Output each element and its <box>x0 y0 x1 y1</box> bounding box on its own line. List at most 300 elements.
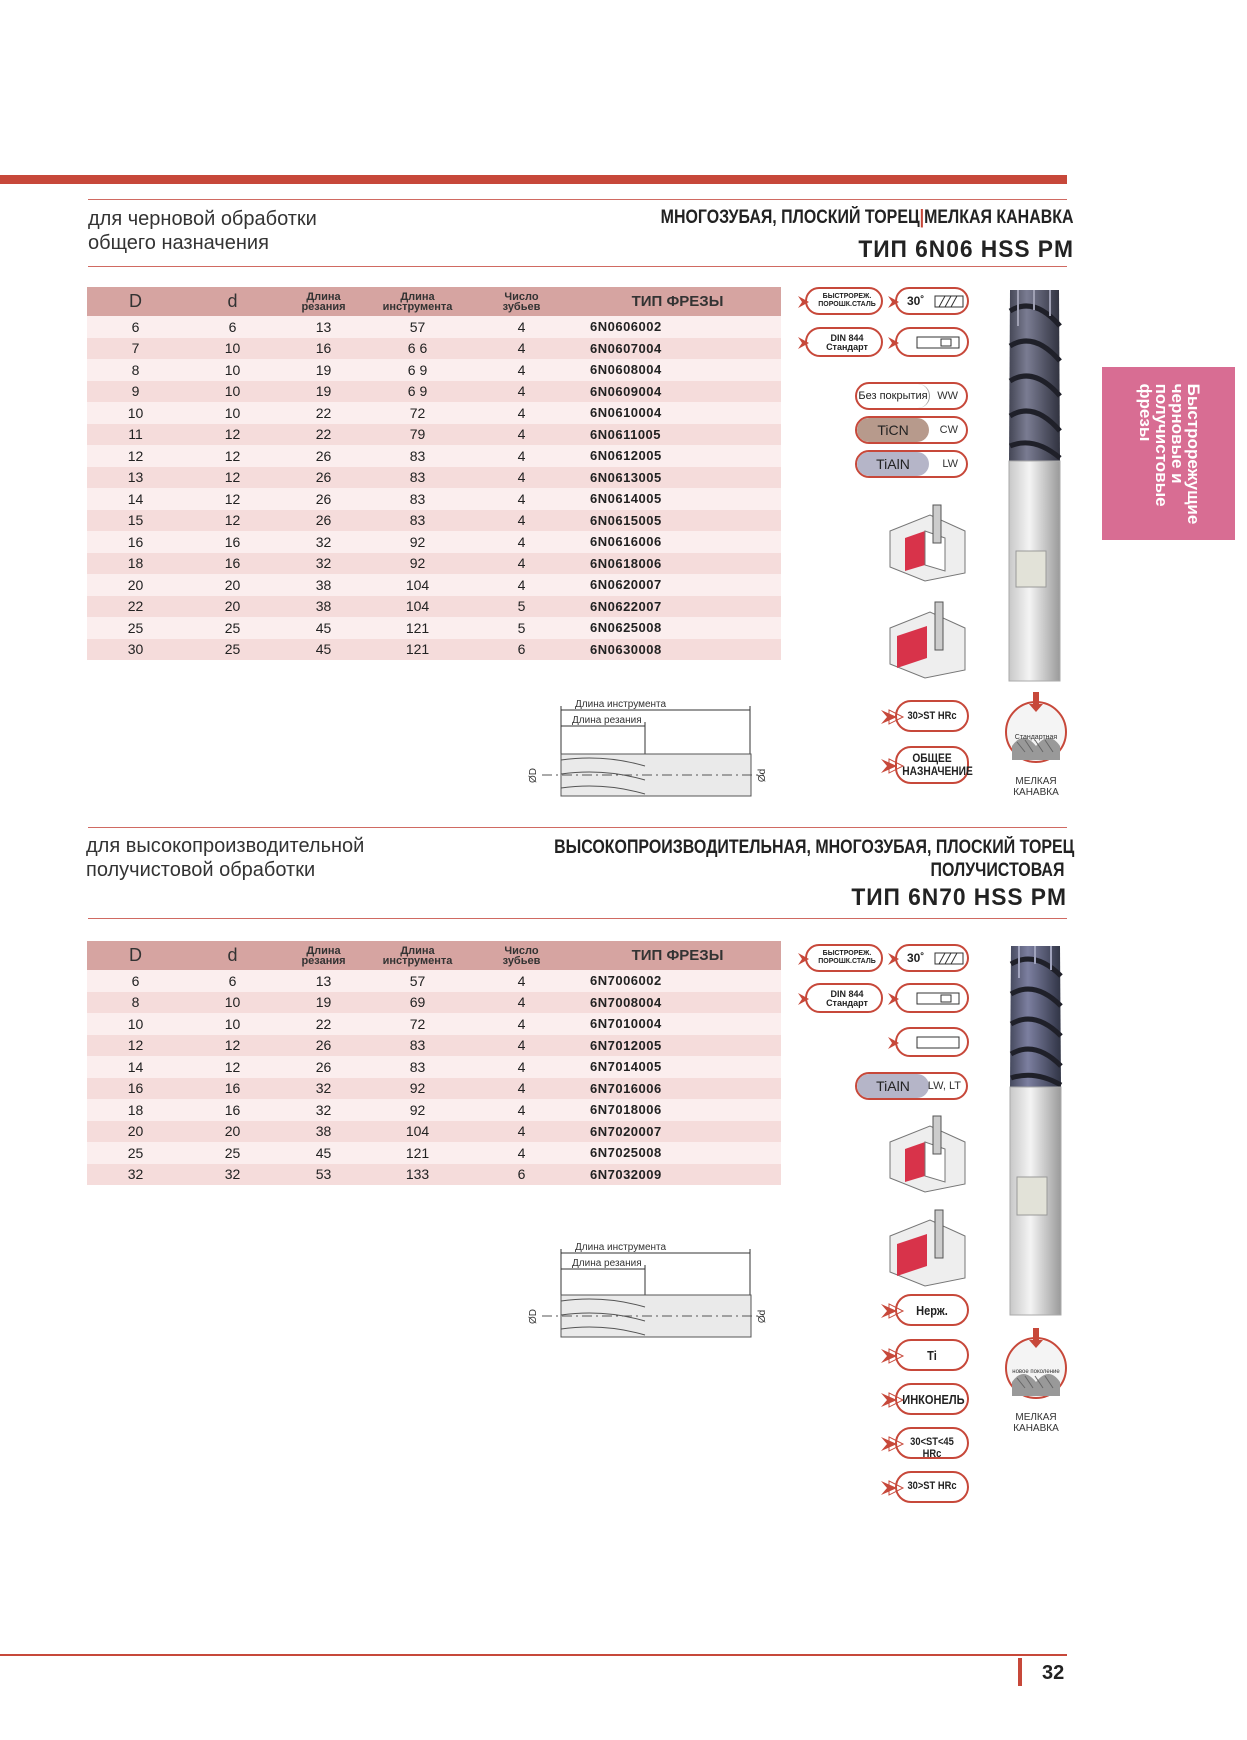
cell-D: 20 <box>87 1121 184 1143</box>
cell-teeth: 4 <box>469 553 574 575</box>
cell-cut-length: 32 <box>281 1099 366 1121</box>
badge-text: Стандарт <box>826 998 868 1008</box>
cell-cut-length: 19 <box>281 381 366 403</box>
title-separator: | <box>920 207 925 228</box>
cell-D: 22 <box>87 596 184 618</box>
cell-d: 20 <box>184 1121 281 1143</box>
table-row <box>87 639 781 661</box>
drawing-diameter-D: ØD <box>528 1309 539 1324</box>
cell-D: 6 <box>87 970 184 992</box>
col-header-tool-length: Длина инструмента <box>366 941 469 970</box>
col-header-cut-length: Длина резания <box>281 287 366 316</box>
cell-cut-length: 26 <box>281 445 366 467</box>
cell-teeth: 4 <box>469 488 574 510</box>
table-row <box>87 574 781 596</box>
side-milling-icon <box>885 1206 970 1288</box>
arrow-icon <box>887 334 905 352</box>
badge-text: ПОРОШК.СТАЛЬ <box>818 958 876 965</box>
cell-d: 10 <box>184 1013 281 1035</box>
cell-tool-length: 92 <box>366 531 469 553</box>
cell-D: 18 <box>87 553 184 575</box>
cell-cut-length: 26 <box>281 1056 366 1078</box>
material-badge <box>895 1294 969 1326</box>
material-label: Ti <box>927 1348 937 1363</box>
material-arrow-icon <box>879 706 905 728</box>
cell-cut-length: 26 <box>281 467 366 489</box>
coating-tialn <box>855 450 968 478</box>
hardness-text: 30>ST HRc <box>907 710 957 722</box>
end-mill-image <box>1005 942 1067 1322</box>
coating-code: LW, LT <box>927 1080 961 1092</box>
cell-teeth: 4 <box>469 1035 574 1057</box>
cell-cut-length: 22 <box>281 424 366 446</box>
cell-teeth: 4 <box>469 1121 574 1143</box>
cell-cut-length: 22 <box>281 402 366 424</box>
material-label: ИНКОНЕЛЬ <box>902 1392 965 1407</box>
cell-teeth: 4 <box>469 424 574 446</box>
cell-cut-length: 45 <box>281 617 366 639</box>
material-label: Нерж. <box>916 1303 948 1318</box>
top-accent-bar <box>0 175 1067 184</box>
cell-code: 6N7016006 <box>574 1078 781 1100</box>
cell-d: 20 <box>184 596 281 618</box>
table-row <box>87 1164 781 1186</box>
drawing-diameter-D: ØD <box>528 768 539 783</box>
badge-text: DIN 844 <box>830 989 864 999</box>
cell-code: 6N0610004 <box>574 402 781 424</box>
cell-cut-length: 22 <box>281 1013 366 1035</box>
cell-tool-length: 92 <box>366 1078 469 1100</box>
col-header-code: ТИП ФРЕЗЫ <box>574 941 781 970</box>
cell-cut-length: 26 <box>281 510 366 532</box>
table-row <box>87 1013 781 1035</box>
cell-D: 15 <box>87 510 184 532</box>
arrow-icon <box>797 334 815 352</box>
flute-caption: МЕЛКАЯ КАНАВКА <box>1013 776 1059 798</box>
cell-code: 6N0618006 <box>574 553 781 575</box>
cell-d: 10 <box>184 381 281 403</box>
section1-spec-table-wrap <box>87 287 781 660</box>
cell-code: 6N0608004 <box>574 359 781 381</box>
cell-cut-length: 32 <box>281 531 366 553</box>
table-row <box>87 553 781 575</box>
table-row <box>87 510 781 532</box>
bottom-accent-bar <box>0 1654 1067 1656</box>
arrow-icon <box>887 990 905 1008</box>
cell-d: 12 <box>184 424 281 446</box>
table-row <box>87 531 781 553</box>
subtitle-line: для черновой обработки <box>88 208 317 230</box>
cell-D: 18 <box>87 1099 184 1121</box>
cell-code: 6N7008004 <box>574 992 781 1014</box>
cell-tool-length: 104 <box>366 596 469 618</box>
coating-code: LW <box>942 458 958 470</box>
helix-angle-text: 30˚ <box>907 951 925 965</box>
table-row <box>87 970 781 992</box>
section1-subtitle <box>88 207 317 255</box>
dimension-drawing <box>524 1239 774 1339</box>
cell-tool-length: 104 <box>366 574 469 596</box>
cell-teeth: 4 <box>469 531 574 553</box>
cell-code: 6N7010004 <box>574 1013 781 1035</box>
divider <box>88 827 1067 828</box>
col-header-D: D <box>87 287 184 316</box>
table-row <box>87 992 781 1014</box>
cell-tool-length: 69 <box>366 992 469 1014</box>
cell-code: 6N0625008 <box>574 617 781 639</box>
table-row <box>87 1056 781 1078</box>
drawing-tool-length: Длина инструмента <box>575 699 667 710</box>
cell-teeth: 6 <box>469 639 574 661</box>
cell-D: 14 <box>87 488 184 510</box>
cell-teeth: 4 <box>469 359 574 381</box>
cell-tool-length: 83 <box>366 488 469 510</box>
cell-teeth: 4 <box>469 992 574 1014</box>
table-row <box>87 1142 781 1164</box>
section1-type-title: ТИП 6N06 HSS PM <box>858 236 1074 263</box>
cell-teeth: 4 <box>469 338 574 360</box>
material-arrow-icon <box>879 1300 905 1322</box>
cell-tool-length: 104 <box>366 1121 469 1143</box>
title-part: МЕЛКАЯ КАНАВКА <box>924 207 1074 228</box>
cell-code: 6N7025008 <box>574 1142 781 1164</box>
badge-text: БЫСТРОРЕЖ. <box>822 950 872 957</box>
cell-tool-length: 83 <box>366 1035 469 1057</box>
cell-cut-length: 38 <box>281 1121 366 1143</box>
helix-angle-badge <box>895 944 969 972</box>
cell-d: 6 <box>184 970 281 992</box>
title-part: МНОГОЗУБАЯ, ПЛОСКИЙ ТОРЕЦ <box>661 207 921 228</box>
cell-code: 6N7006002 <box>574 970 781 992</box>
cell-d: 16 <box>184 553 281 575</box>
section2-title-line1: ВЫСОКОПРОИЗВОДИТЕЛЬНАЯ, МНОГОЗУБАЯ, ПЛОСКИЙ ТОРЕЦ <box>553 837 1074 858</box>
purpose-badge <box>895 746 973 784</box>
drawing-cut-length: Длина резания <box>572 1258 642 1269</box>
table-row <box>87 488 781 510</box>
cell-teeth: 4 <box>469 402 574 424</box>
cell-teeth: 4 <box>469 467 574 489</box>
cell-d: 20 <box>184 574 281 596</box>
slot-milling-icon <box>885 503 970 583</box>
cell-teeth: 4 <box>469 574 574 596</box>
coating-name: TiAlN <box>857 452 929 476</box>
cell-cut-length: 53 <box>281 1164 366 1186</box>
cell-D: 32 <box>87 1164 184 1186</box>
cell-D: 20 <box>87 574 184 596</box>
material-badge <box>895 1383 969 1415</box>
cell-tool-length: 133 <box>366 1164 469 1186</box>
badge-text: БЫСТРОРЕЖ. <box>822 293 872 300</box>
table-row <box>87 596 781 618</box>
cell-D: 12 <box>87 1035 184 1057</box>
cell-tool-length: 6 6 <box>366 338 469 360</box>
divider <box>88 266 1067 267</box>
cell-tool-length: 79 <box>366 424 469 446</box>
cell-D: 6 <box>87 316 184 338</box>
cell-d: 32 <box>184 1164 281 1186</box>
table-row <box>87 402 781 424</box>
table-row <box>87 1121 781 1143</box>
cell-D: 30 <box>87 639 184 661</box>
cell-cut-length: 45 <box>281 639 366 661</box>
section2-title-line2: ПОЛУЧИСТОВАЯ <box>930 860 1064 881</box>
table-row <box>87 424 781 446</box>
table-row <box>87 445 781 467</box>
table-row <box>87 316 781 338</box>
material-arrow-icon <box>879 1477 905 1499</box>
cell-cut-length: 13 <box>281 970 366 992</box>
cell-D: 13 <box>87 467 184 489</box>
badge-text: DIN 844 <box>830 333 864 343</box>
cell-d: 10 <box>184 338 281 360</box>
cell-D: 8 <box>87 992 184 1014</box>
cell-tool-length: 83 <box>366 467 469 489</box>
cell-tool-length: 6 9 <box>366 359 469 381</box>
cell-D: 12 <box>87 445 184 467</box>
cell-code: 6N7018006 <box>574 1099 781 1121</box>
cell-D: 25 <box>87 617 184 639</box>
hss-pm-badge <box>805 287 883 315</box>
flute-badge-label: Стандартная <box>1014 734 1058 741</box>
cell-d: 6 <box>184 316 281 338</box>
cell-cut-length: 26 <box>281 1035 366 1057</box>
cell-teeth: 4 <box>469 1013 574 1035</box>
cell-code: 6N0609004 <box>574 381 781 403</box>
cell-code: 6N0607004 <box>574 338 781 360</box>
col-header-cut-length: Длина резания <box>281 941 366 970</box>
cell-d: 10 <box>184 992 281 1014</box>
hardness-badge <box>895 700 969 732</box>
cell-D: 16 <box>87 531 184 553</box>
col-header-tool-length: Длина инструмента <box>366 287 469 316</box>
cell-tool-length: 92 <box>366 553 469 575</box>
cell-teeth: 4 <box>469 1056 574 1078</box>
arrow-icon <box>797 990 815 1008</box>
cell-d: 16 <box>184 1078 281 1100</box>
page-number: 32 <box>1042 1662 1065 1684</box>
cell-d: 12 <box>184 488 281 510</box>
helix-tool-icon <box>935 295 965 309</box>
section2-subtitle <box>86 834 364 882</box>
subtitle-line: для высокопроизводительной <box>86 835 365 857</box>
material-badge <box>895 1339 969 1371</box>
end-mill-image <box>1004 286 1066 686</box>
table-row <box>87 467 781 489</box>
cell-code: 6N0630008 <box>574 639 781 661</box>
cell-tool-length: 57 <box>366 316 469 338</box>
coating-name: TiAlN <box>857 1074 929 1098</box>
coating-name: TiCN <box>857 418 929 442</box>
col-header-code: ТИП ФРЕЗЫ <box>574 287 781 316</box>
shank-flat-badge <box>895 327 969 357</box>
cell-code: 6N0606002 <box>574 316 781 338</box>
coating-none <box>855 382 968 410</box>
cell-teeth: 5 <box>469 617 574 639</box>
drawing-diameter-d: Ød <box>757 1309 769 1324</box>
section2-type-title: ТИП 6N70 HSS PM <box>851 884 1067 911</box>
cell-cut-length: 26 <box>281 488 366 510</box>
flute-badge-label: новое поколение <box>1012 1369 1060 1375</box>
section2-spec-table-wrap <box>87 941 781 1185</box>
cell-code: 6N0613005 <box>574 467 781 489</box>
cell-tool-length: 72 <box>366 1013 469 1035</box>
col-header-d: d <box>184 941 281 970</box>
cell-D: 10 <box>87 402 184 424</box>
divider <box>88 199 1067 200</box>
hss-pm-badge <box>805 944 883 972</box>
coating-name: Без покрытия <box>857 384 930 408</box>
din-844-badge <box>805 983 883 1013</box>
cell-d: 16 <box>184 531 281 553</box>
cell-cut-length: 32 <box>281 553 366 575</box>
cell-d: 16 <box>184 1099 281 1121</box>
table-row <box>87 1078 781 1100</box>
page-number-marker <box>1018 1658 1022 1686</box>
din-844-badge <box>805 327 883 357</box>
cell-tool-length: 72 <box>366 402 469 424</box>
cell-cut-length: 38 <box>281 574 366 596</box>
section1-title <box>661 206 1074 229</box>
cell-tool-length: 121 <box>366 639 469 661</box>
subtitle-line: общего назначения <box>88 232 269 254</box>
section2-spec-table <box>87 941 781 1185</box>
fine-flute-icon <box>1003 690 1069 772</box>
cell-d: 12 <box>184 467 281 489</box>
cell-teeth: 4 <box>469 1078 574 1100</box>
cell-cut-length: 45 <box>281 1142 366 1164</box>
cell-code: 6N0612005 <box>574 445 781 467</box>
material-badge <box>895 1471 969 1503</box>
cell-teeth: 4 <box>469 316 574 338</box>
cell-d: 12 <box>184 510 281 532</box>
cell-cut-length: 16 <box>281 338 366 360</box>
material-arrow-icon <box>879 1389 905 1411</box>
cell-teeth: 4 <box>469 445 574 467</box>
drawing-cut-length: Длина резания <box>572 715 642 726</box>
drawing-tool-length: Длина инструмента <box>575 1242 667 1253</box>
cell-D: 14 <box>87 1056 184 1078</box>
cell-tool-length: 6 9 <box>366 381 469 403</box>
cell-D: 16 <box>87 1078 184 1100</box>
plain-shank-badge <box>895 1027 969 1057</box>
arrow-icon <box>887 1034 905 1052</box>
cell-d: 12 <box>184 1035 281 1057</box>
material-label: 30<ST<45 HRc <box>910 1436 954 1460</box>
plain-shank-icon <box>917 1036 961 1050</box>
arrow-icon <box>797 950 815 968</box>
table-row <box>87 359 781 381</box>
category-side-tab <box>1102 367 1235 540</box>
badge-text: ПОРОШК.СТАЛЬ <box>818 301 876 308</box>
cell-D: 25 <box>87 1142 184 1164</box>
arrow-icon <box>887 950 905 968</box>
arrow-icon <box>887 293 905 311</box>
cell-teeth: 4 <box>469 381 574 403</box>
cell-tool-length: 83 <box>366 445 469 467</box>
col-header-teeth: Число зубьев <box>469 287 574 316</box>
cell-teeth: 4 <box>469 970 574 992</box>
drawing-diameter-d: Ød <box>757 768 769 783</box>
cell-tool-length: 83 <box>366 510 469 532</box>
badge-text: Стандарт <box>826 342 868 352</box>
cell-code: 6N0616006 <box>574 531 781 553</box>
cell-tool-length: 57 <box>366 970 469 992</box>
helix-angle-text: 30˚ <box>907 294 925 308</box>
table-row <box>87 1099 781 1121</box>
purpose-text: ОБЩЕЕ НАЗНАЧЕНИЕ <box>902 751 973 778</box>
cell-d: 25 <box>184 639 281 661</box>
material-badge <box>895 1427 969 1459</box>
cell-teeth: 4 <box>469 1142 574 1164</box>
cell-d: 10 <box>184 359 281 381</box>
coating-ticn <box>855 416 968 444</box>
cell-d: 25 <box>184 1142 281 1164</box>
coating-tialn <box>855 1072 968 1100</box>
cell-d: 12 <box>184 445 281 467</box>
col-header-teeth: Число зубьев <box>469 941 574 970</box>
table-header-row <box>87 941 781 970</box>
slot-milling-icon <box>885 1114 970 1194</box>
cell-d: 12 <box>184 1056 281 1078</box>
cell-tool-length: 92 <box>366 1099 469 1121</box>
cell-D: 11 <box>87 424 184 446</box>
cell-d: 10 <box>184 402 281 424</box>
material-label: 30>ST HRc <box>907 1480 957 1492</box>
material-arrow-icon <box>879 1345 905 1367</box>
cell-code: 6N0611005 <box>574 424 781 446</box>
col-header-d: d <box>184 287 281 316</box>
coating-code: CW <box>939 424 958 436</box>
cell-code: 6N7020007 <box>574 1121 781 1143</box>
dimension-drawing <box>524 696 774 796</box>
cell-code: 6N0614005 <box>574 488 781 510</box>
cell-teeth: 5 <box>469 596 574 618</box>
table-header-row <box>87 287 781 316</box>
cell-code: 6N7014005 <box>574 1056 781 1078</box>
table-row <box>87 381 781 403</box>
cell-code: 6N0622007 <box>574 596 781 618</box>
arrow-icon <box>797 293 815 311</box>
cell-teeth: 4 <box>469 510 574 532</box>
section1-spec-table <box>87 287 781 660</box>
table-row <box>87 338 781 360</box>
helix-tool-icon <box>935 952 965 966</box>
cell-D: 8 <box>87 359 184 381</box>
helix-angle-badge <box>895 287 969 315</box>
divider <box>88 918 1067 919</box>
cell-teeth: 6 <box>469 1164 574 1186</box>
cell-cut-length: 38 <box>281 596 366 618</box>
weldon-shank-icon <box>917 992 961 1006</box>
material-arrow-icon <box>879 1433 905 1455</box>
side-tab-text: Быстрорежущие черновые и получистовые фрезы <box>1135 383 1203 524</box>
material-arrow-icon <box>879 755 905 777</box>
fine-flute-icon <box>1003 1326 1069 1408</box>
cell-tool-length: 121 <box>366 1142 469 1164</box>
shank-flat-badge <box>895 983 969 1013</box>
subtitle-line: получистовой обработки <box>86 859 316 881</box>
cell-cut-length: 19 <box>281 359 366 381</box>
side-milling-icon <box>885 598 970 680</box>
cell-code: 6N0615005 <box>574 510 781 532</box>
cell-cut-length: 19 <box>281 992 366 1014</box>
cell-cut-length: 32 <box>281 1078 366 1100</box>
cell-d: 25 <box>184 617 281 639</box>
cell-tool-length: 121 <box>366 617 469 639</box>
table-row <box>87 1035 781 1057</box>
cell-teeth: 4 <box>469 1099 574 1121</box>
col-header-D: D <box>87 941 184 970</box>
